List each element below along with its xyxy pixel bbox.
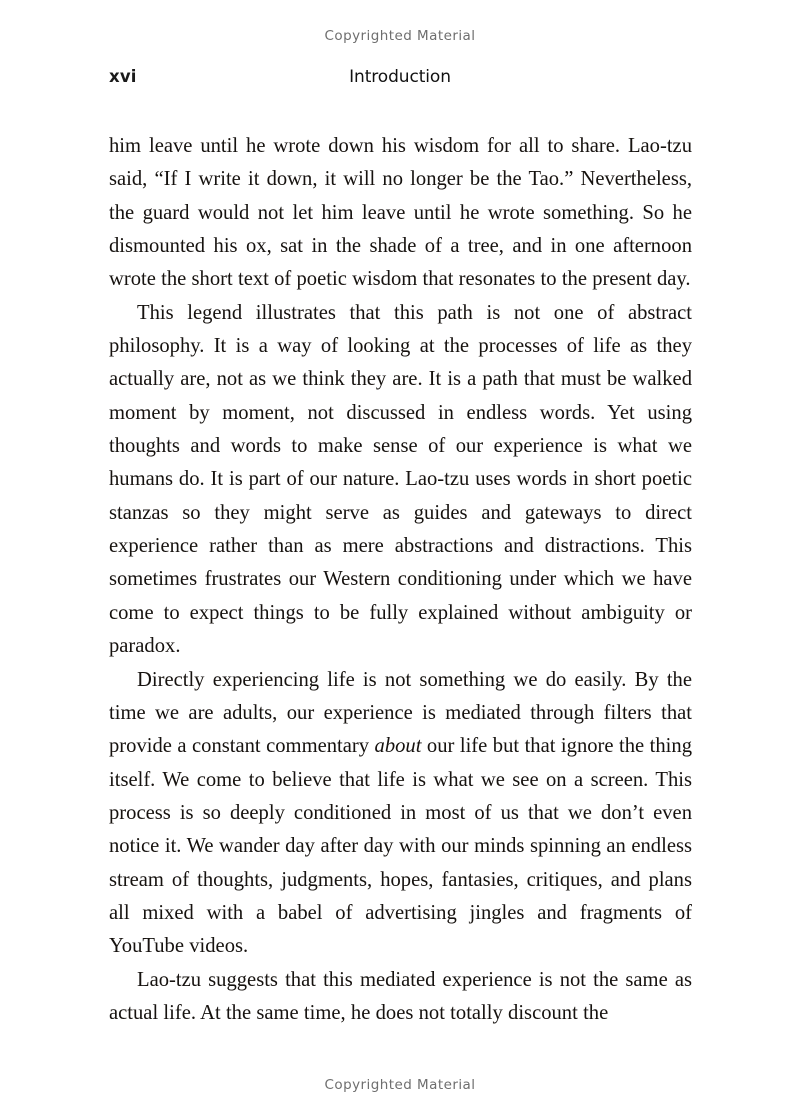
body-paragraph — [109, 664, 692, 964]
copyright-watermark-bottom: Copyrighted Material — [324, 1077, 476, 1093]
paragraph-text: our life but that ignore the thing itself. We come to believe that life is what we see on a screen. This process is so deeply conditioned in most of us that we don’t even notice it. We wander day after day with our minds spinning an endless stream of thoughts, judgments, hopes, fantasies, critiques, and plans all mixed with a babel of advertising jingles and fragments of YouTube videos. — [109, 735, 692, 958]
copyright-watermark-top: Copyrighted Material — [324, 28, 476, 44]
body-paragraph — [109, 130, 692, 297]
running-head — [109, 64, 691, 90]
emphasized-text: about — [374, 735, 422, 758]
body-paragraph — [109, 964, 692, 1031]
page-folio-number: xvi — [109, 67, 137, 86]
paragraph-text: Lao-tzu suggests that this mediated experience is not the same as actual life. At the same time, he does not totally discount the — [109, 968, 692, 1024]
paragraph-text: Directly experiencing life is not something we do easily. By the time we are adults, our experience is mediated through filters that provide a constant commentary — [109, 668, 692, 758]
body-text-block — [109, 130, 692, 1030]
paragraph-text: him leave until he wrote down his wisdom for all to share. Lao-tzu said, “If I write it down, it will no longer be the Tao.” Nevertheless, the guard would not let him leave until he wrote something. So he dismounted his ox, sat in the shade of a tree, and in one afternoon wrote the short text of poetic wisdom that resonates to the present day. — [109, 135, 692, 291]
paragraph-text: This legend illustrates that this path is not one of abstract philosophy. It is a way of looking at the processes of life as they actually are, not as we think they are. It is a path that must be walked moment by moment, not discussed in endless words. Yet using thoughts and words to make sense of our experience is what we humans do. It is part of our nature. Lao-tzu uses words in short poetic stanzas so they might serve as guides and gateways to direct experience rather than as mere abstractions and distractions. This sometimes frustrates our Western conditioning under which we have come to expect things to be fully explained without ambiguity or paradox. — [109, 301, 692, 658]
body-paragraph — [109, 297, 692, 664]
running-head-title: Introduction — [349, 67, 451, 87]
